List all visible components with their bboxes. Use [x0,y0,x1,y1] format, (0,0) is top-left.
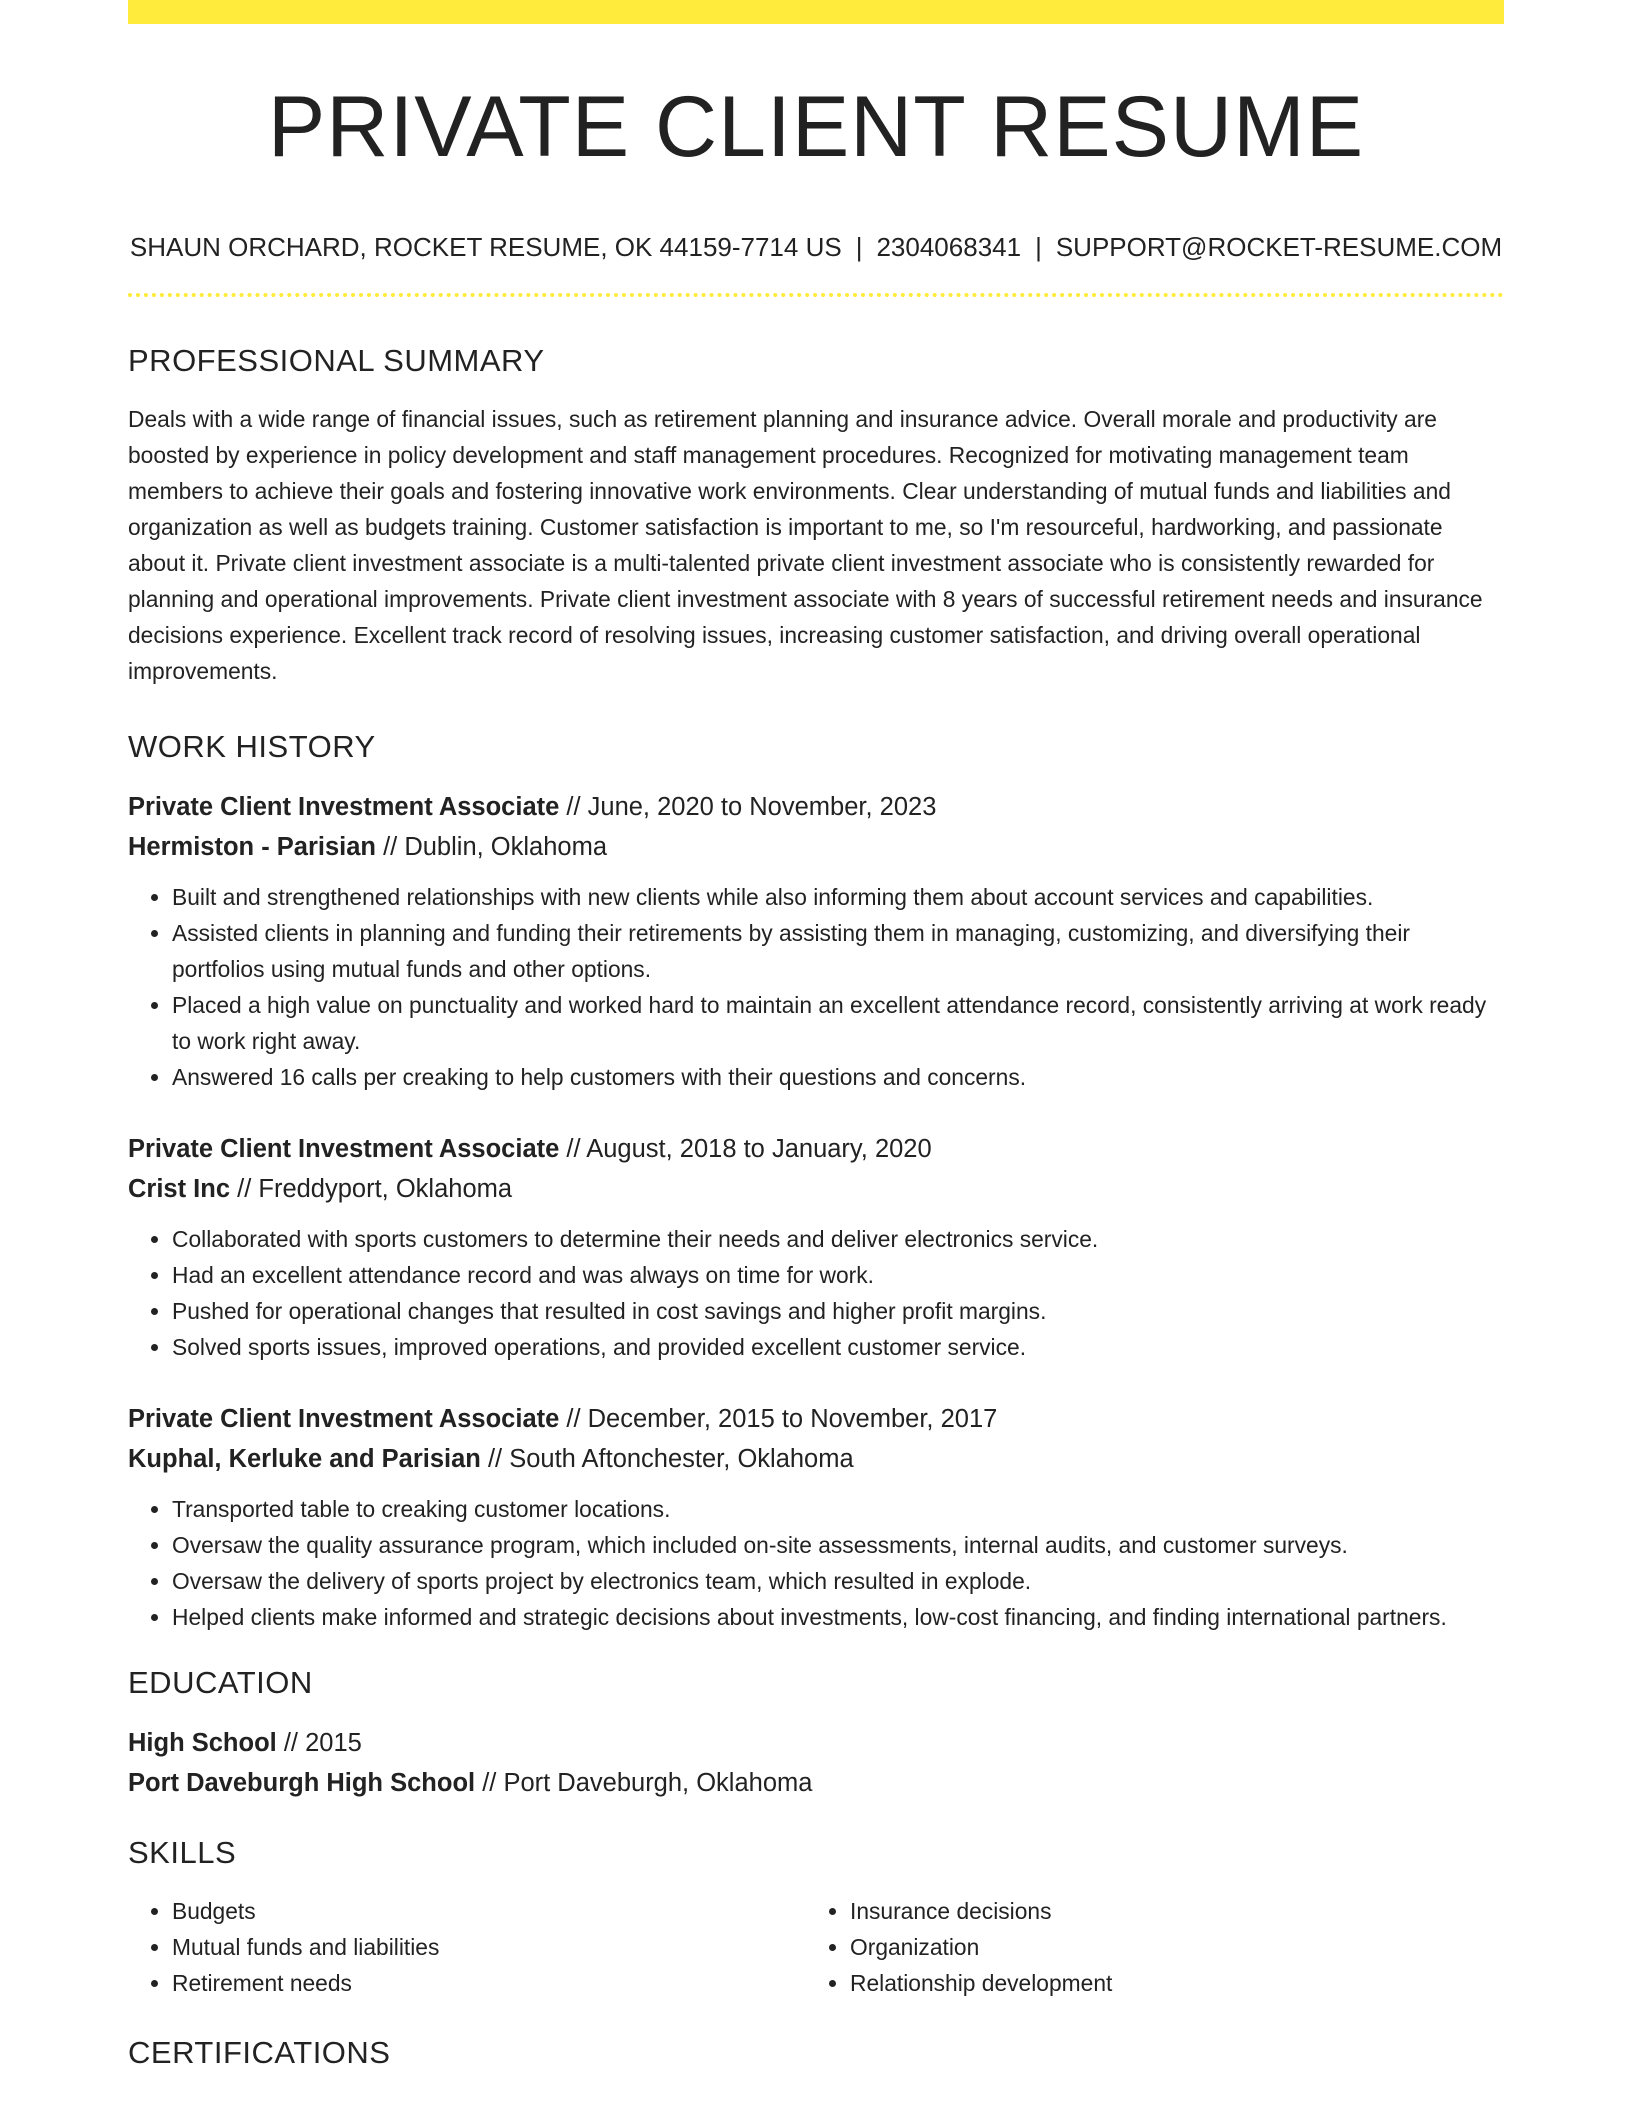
job-dates: // August, 2018 to January, 2020 [559,1135,932,1163]
job-location: // Freddyport, Oklahoma [230,1175,513,1203]
contact-separator: | [1035,232,1042,262]
job-bullets [128,1221,1504,1365]
job-entry [128,787,1504,1095]
job-location: // South Aftonchester, Oklahoma [480,1445,854,1473]
job-bullet: • Transported table to creaking customer locations. [172,1491,1504,1527]
job-company-line [128,827,1504,867]
skill-item: • Retirement needs [172,1965,806,2001]
education-year: // 2015 [276,1729,362,1757]
skill-item: • Organization [850,1929,1484,1965]
job-title-line [128,787,1504,827]
job-dates: // December, 2015 to November, 2017 [559,1405,998,1433]
summary-heading: PROFESSIONAL SUMMARY [128,343,545,378]
resume-page [128,0,1504,2093]
work-history-heading: WORK HISTORY [128,729,376,764]
job-company-line [128,1169,1504,1209]
contact-line [128,232,1504,263]
job-title: Private Client Investment Associate [128,1135,560,1163]
skills-columns [128,1893,1504,2001]
education-location: // Port Daveburgh, Oklahoma [475,1769,813,1797]
certifications-heading: CERTIFICATIONS [128,2035,391,2070]
page-title: PRIVATE CLIENT RESUME [267,79,1365,175]
job-title-line [128,1399,1504,1439]
education-degree: High School [128,1729,277,1757]
job-bullet: • Had an excellent attendance record and was always on time for work. [172,1257,1504,1293]
contact-separator: | [855,232,863,262]
skill-item: • Insurance decisions [850,1893,1484,1929]
contact-email: SUPPORT@ROCKET-RESUME.COM [1055,232,1503,262]
accent-bar [128,0,1504,24]
job-bullet: • Oversaw the delivery of sports project by electronics team, which resulted in explode. [172,1563,1504,1599]
job-bullets [128,1491,1504,1635]
job-entry [128,1399,1504,1635]
job-bullet: • Pushed for operational changes that resulted in cost savings and higher profit margins. [172,1293,1504,1329]
education-school: Port Daveburgh High School [128,1769,476,1797]
skill-item: • Budgets [172,1893,806,1929]
skills-list-right [806,1893,1484,2001]
skills-heading: SKILLS [128,1835,237,1870]
job-dates: // June, 2020 to November, 2023 [559,793,937,821]
dotted-divider [128,293,1504,297]
job-bullet: • Helped clients make informed and strategic decisions about investments, low-cost financing, and finding international partners. [172,1599,1504,1635]
skills-list-left [128,1893,806,2001]
job-bullets [128,879,1504,1095]
job-bullet: • Placed a high value on punctuality and worked hard to maintain an excellent attendance record, consistently arriving at work ready to work right away. [172,987,1504,1059]
job-bullet: • Collaborated with sports customers to determine their needs and deliver electronics service. [172,1221,1504,1257]
education-degree-line [128,1723,1504,1763]
skill-item: • Mutual funds and liabilities [172,1929,806,1965]
job-company: Hermiston - Parisian [128,833,376,861]
job-bullet: • Solved sports issues, improved operations, and provided excellent customer service. [172,1329,1504,1365]
job-company-line [128,1439,1504,1479]
job-bullet: • Built and strengthened relationships with new clients while also informing them about account services and capabilities. [172,879,1504,915]
skill-item: • Relationship development [850,1965,1484,2001]
contact-phone: 2304068341 [876,232,1022,262]
job-bullet: • Answered 16 calls per creaking to help customers with their questions and concerns. [172,1059,1504,1095]
job-title: Private Client Investment Associate [128,1405,560,1433]
job-company: Kuphal, Kerluke and Parisian [128,1445,481,1473]
job-title-line [128,1129,1504,1169]
contact-address: SHAUN ORCHARD, ROCKET RESUME, OK 44159-7714 US [129,232,842,262]
job-bullet: • Oversaw the quality assurance program, which included on-site assessments, internal audits, and customer surveys. [172,1527,1504,1563]
job-title: Private Client Investment Associate [128,793,560,821]
job-entry [128,1129,1504,1365]
summary-text: Deals with a wide range of financial issues, such as retirement planning and insurance advice. Overall morale and productivity are boosted by experience in policy development and staff management procedures. Recognized for motivating management team members to achieve their goals and fostering innovative work environments. Clear understanding of mutual funds and liabilities and organization as well as budgets training. Customer satisfaction is important to me, so I'm resourceful, hardworking, and passionate about it. Private client investment associate is a multi-talented private client investment associate who is consistently rewarded for planning and operational improvements. Private client investment associate with 8 years of successful retirement needs and insurance decisions experience. Excellent track record of resolving issues, increasing customer satisfaction, and driving overall operational improvements. [128,406,1483,684]
job-location: // Dublin, Oklahoma [376,833,608,861]
job-company: Crist Inc [128,1175,231,1203]
education-school-line [128,1763,1504,1803]
education-heading: EDUCATION [128,1665,313,1700]
job-bullet: • Assisted clients in planning and funding their retirements by assisting them in managing, customizing, and diversifying their portfolios using mutual funds and other options. [172,915,1504,987]
